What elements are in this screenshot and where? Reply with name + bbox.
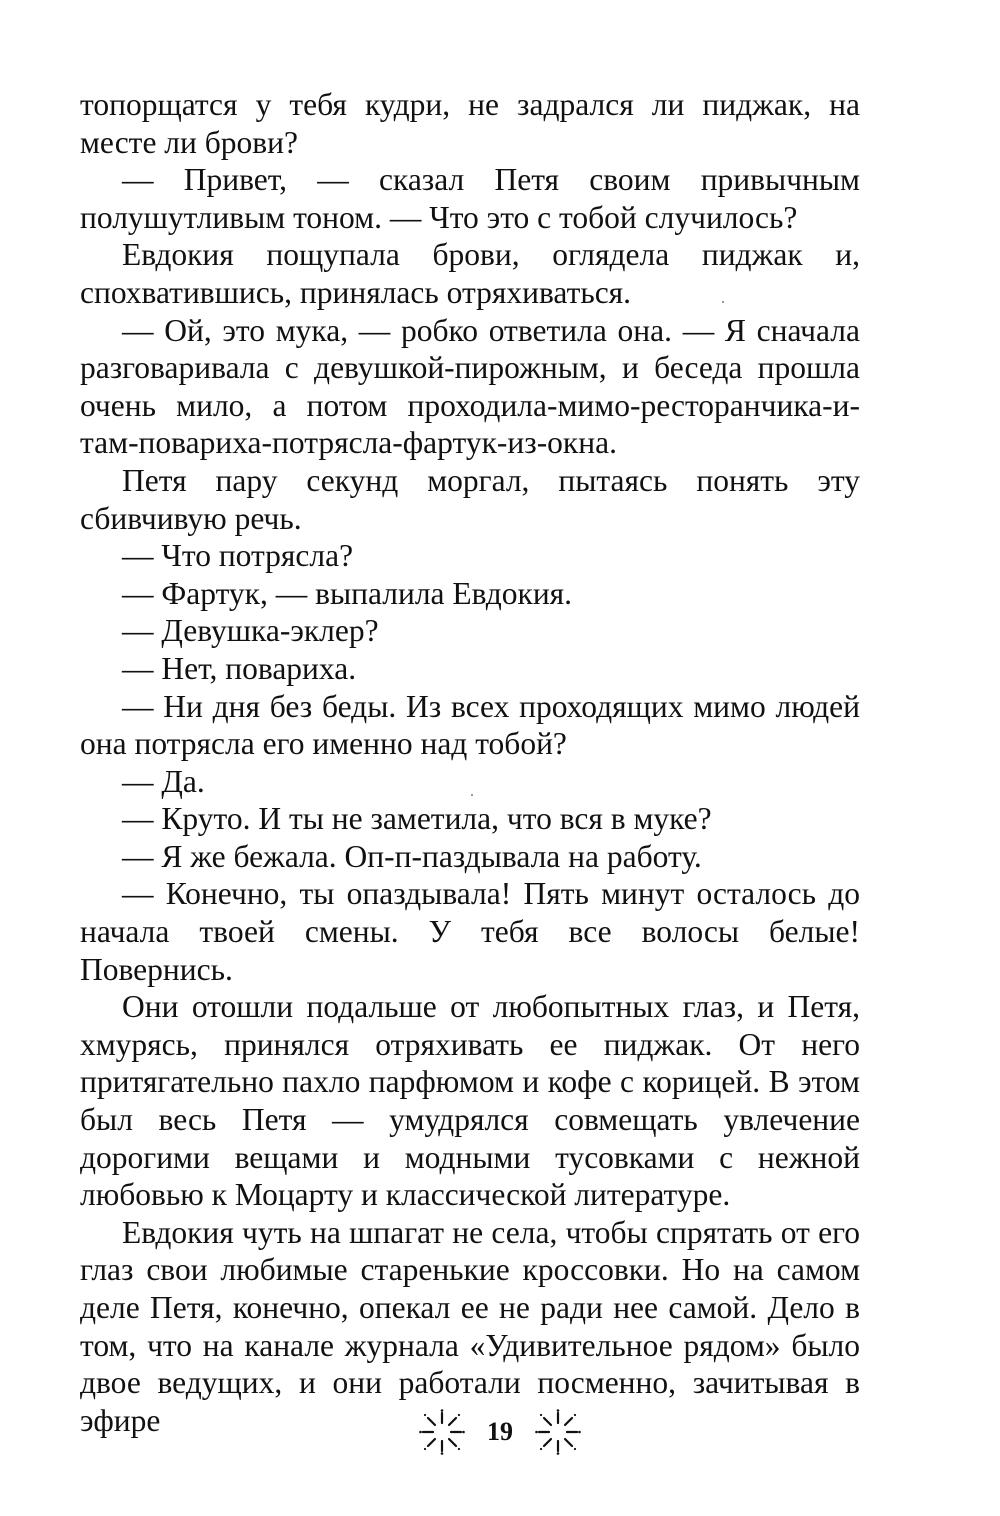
paragraph: — Что потрясла?	[122, 538, 354, 574]
paragraph: — Конечно, ты опаздывала! Пять минут осталось до начала твоей смены. У тебя все волосы белые! Повернись.	[80, 876, 860, 987]
paragraph: — Фартук, — выпалила Евдокия.	[122, 575, 573, 611]
paragraph: — Я же бежала. Оп-п-паздывала на работу.	[122, 838, 702, 874]
paragraph: — Круто. И ты не заметила, что вся в муке?	[122, 801, 712, 837]
paragraph: — Ой, это мука, — робко ответила она. — Я сначала разговаривала с девушкой-пирожным, и беседа прошла очень мило, а потом проходила-мимо-ресторанчика-и-там-повариха-потрясла-фартук-из-окна.	[80, 312, 860, 461]
paragraph: — Привет, — сказал Петя своим привычным полушутливым тоном. — Что это с тобой случилось?	[80, 162, 860, 235]
paragraph: Петя пару секунд моргал, пытаясь понять эту сбивчивую речь.	[80, 462, 860, 536]
paragraph: Они отошли подальше от любопытных глаз, и Петя, хмурясь, принялся отряхивать ее пиджак. От него притягательно пахло парфюмом и кофе с корицей. В этом был весь Петя — умудрялся совмещать увлечение дорогими вещами и модными тусовками с нежной любовью к Моцарту и классической литературе.	[80, 989, 860, 1213]
paragraph: — Нет, повариха.	[122, 650, 357, 686]
paragraph: Евдокия чуть на шпагат не села, чтобы спрятать от его глаз свои любимые старенькие кроссовки. Но на самом деле Петя, конечно, опекал ее не ради нее самой. Дело в том, что на канале журнала «Удивительное рядом» было двое ведущих, и они работали посменно, зачитывая в эфире	[80, 1214, 860, 1438]
paragraph: Евдокия пощупала брови, оглядела пиджак и, спохватившись, принялась отряхиваться.	[80, 237, 860, 310]
sparkle-icon	[419, 1409, 465, 1455]
page-number: 19	[487, 1417, 513, 1446]
print-speck	[471, 794, 473, 796]
paragraph: топорщатся у тебя кудри, не задрался ли пиджак, на месте ли брови?	[80, 87, 860, 160]
paragraph: — Да.	[122, 763, 205, 799]
page-footer	[0, 1408, 1000, 1456]
paragraph: — Ни дня без беды. Из всех проходящих мимо людей она потрясла его именно над тобой?	[80, 688, 860, 762]
body-text	[80, 86, 860, 1439]
sparkle-icon	[535, 1409, 581, 1455]
paragraph: — Девушка-эклер?	[122, 613, 379, 649]
print-speck	[722, 301, 724, 303]
